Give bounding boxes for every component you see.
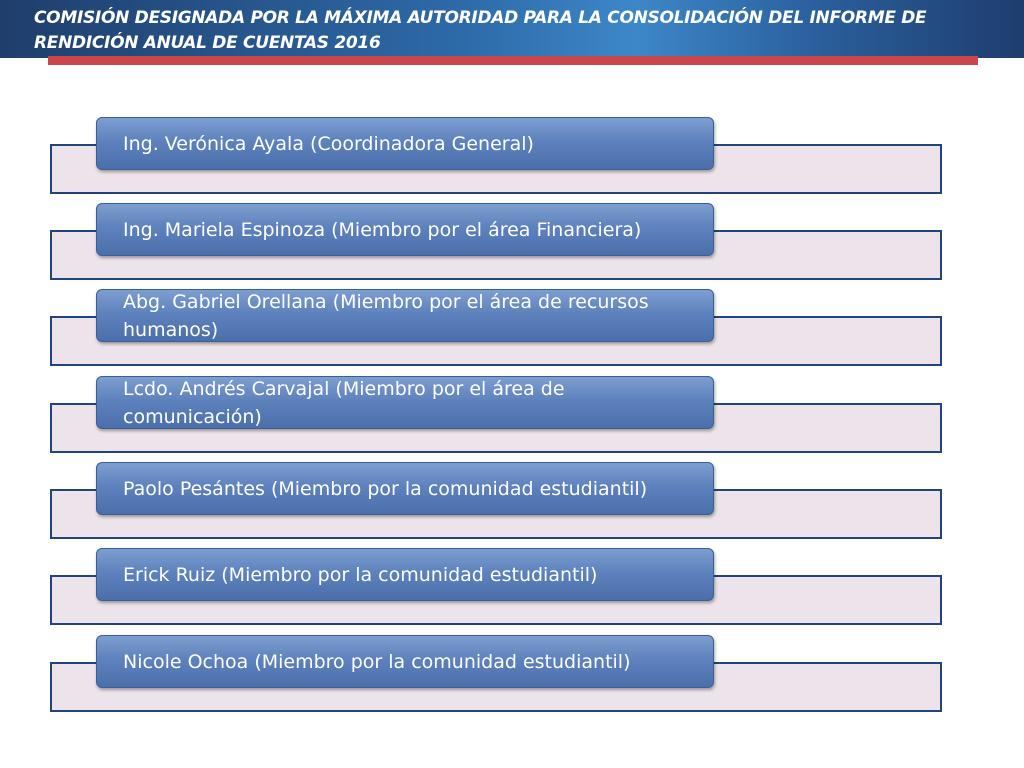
- member-label: Paolo Pesántes (Miembro por la comunidad estudiantil): [96, 462, 714, 515]
- member-label: Ing. Verónica Ayala (Coordinadora General): [96, 117, 714, 170]
- member-label: Ing. Mariela Espinoza (Miembro por el área Financiera): [96, 203, 714, 256]
- member-label: Erick Ruiz (Miembro por la comunidad estudiantil): [96, 548, 714, 601]
- page-title: COMISIÓN DESIGNADA POR LA MÁXIMA AUTORIDAD PARA LA CONSOLIDACIÓN DEL INFORME DE RENDICIÓN ANUAL DE CUENTAS 2016: [34, 8, 927, 53]
- member-label: Abg. Gabriel Orellana (Miembro por el área de recursos humanos): [96, 289, 714, 342]
- title-accent-bar: [48, 56, 978, 65]
- member-label: Lcdo. Andrés Carvajal (Miembro por el área de comunicación): [96, 376, 714, 429]
- member-label: Nicole Ochoa (Miembro por la comunidad estudiantil): [96, 635, 714, 688]
